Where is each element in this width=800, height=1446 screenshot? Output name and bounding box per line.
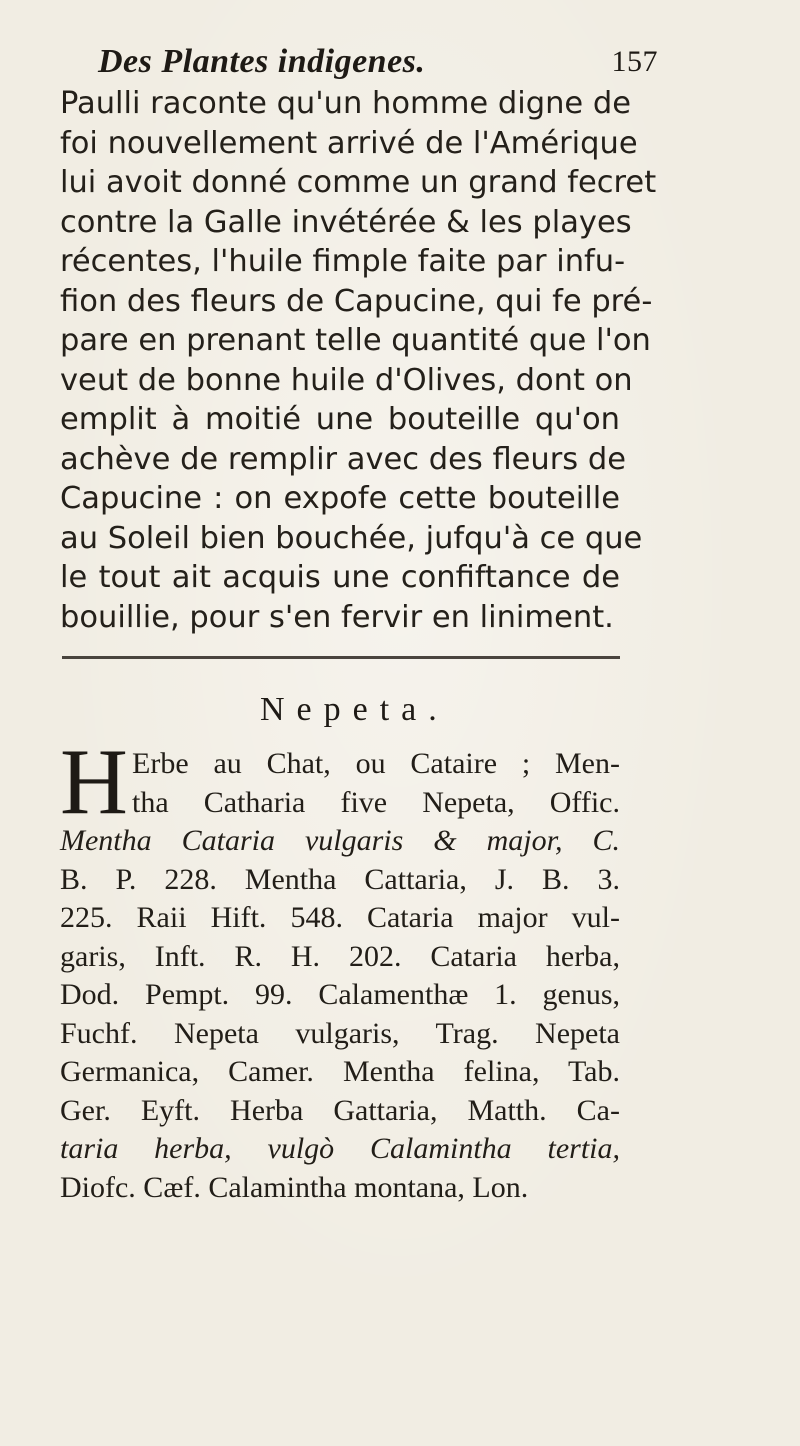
entry-line: Mentha Cataria vulgaris & major, C. [60,824,620,857]
paragraph-line: achève de remplir avec des fleurs de [60,441,627,477]
paragraph-line: bouillie, pour s'en fervir en liniment. [60,599,614,635]
paragraph-line: Capucine : on expofe cette bouteille [60,481,620,516]
page-number: 157 [611,45,658,78]
entry-line: 225. Raii Hift. 548. Cataria major vul- [60,901,620,934]
entry-line: garis, Inft. R. H. 202. Cataria herba, [60,939,620,973]
entry-line: Erbe au Chat, ou Cataire ; Men- [132,747,620,780]
running-title: Des Plantes indigenes. [98,43,426,80]
paragraph-line: récentes, l'huile fimple faite par infu- [60,244,626,279]
paragraph-line: le tout ait acquis une confiftance de [60,560,620,595]
running-header [98,42,658,82]
entry-line: Fuchf. Nepeta vulgaris, Trag. Nepeta [60,1016,620,1050]
entry-line: Diofc. Cæf. Calamintha montana, Lon. [60,1170,529,1204]
paragraph-line: veut de bonne huile d'Olives, dont on [60,362,633,398]
entry-line: Dod. Pempt. 99. Calamenthæ 1. genus, [60,978,620,1011]
paragraph [60,84,657,637]
section-divider [62,656,620,659]
paragraph-line: fion des fleurs de Capucine, qui fe pré- [60,283,653,319]
entry-line: Ger. Eyft. Herba Gattaria, Matth. Ca- [60,1093,620,1127]
paragraph-line: contre la Galle invétérée & les playes [60,204,632,240]
paragraph-line: Paulli raconte qu'un homme digne de [60,86,631,121]
paragraph-line: pare en prenant telle quantité que l'on [60,323,651,358]
entry-line: Germanica, Camer. Mentha felina, Tab. [60,1055,620,1088]
drop-cap: H [60,730,128,834]
paragraph-line: lui avoit donné comme un grand fecret [60,165,657,200]
paragraph-line: foi nouvellement arrivé de l'Amérique [60,125,638,161]
paragraph-line: emplit à moitié une bouteille qu'on [60,402,620,437]
section-heading: Nepeta. [260,691,449,728]
entry-line: B. P. 228. Mentha Cattaria, J. B. 3. [60,862,620,896]
entry-paragraph [60,745,620,1207]
entry-line: tha Catharia five Nepeta, Offic. [132,785,620,819]
paragraph-line: au Soleil bien bouchée, jufqu'à ce que [60,520,643,556]
entry-line: taria herba, vulgò Calamintha tertia, [60,1132,620,1165]
